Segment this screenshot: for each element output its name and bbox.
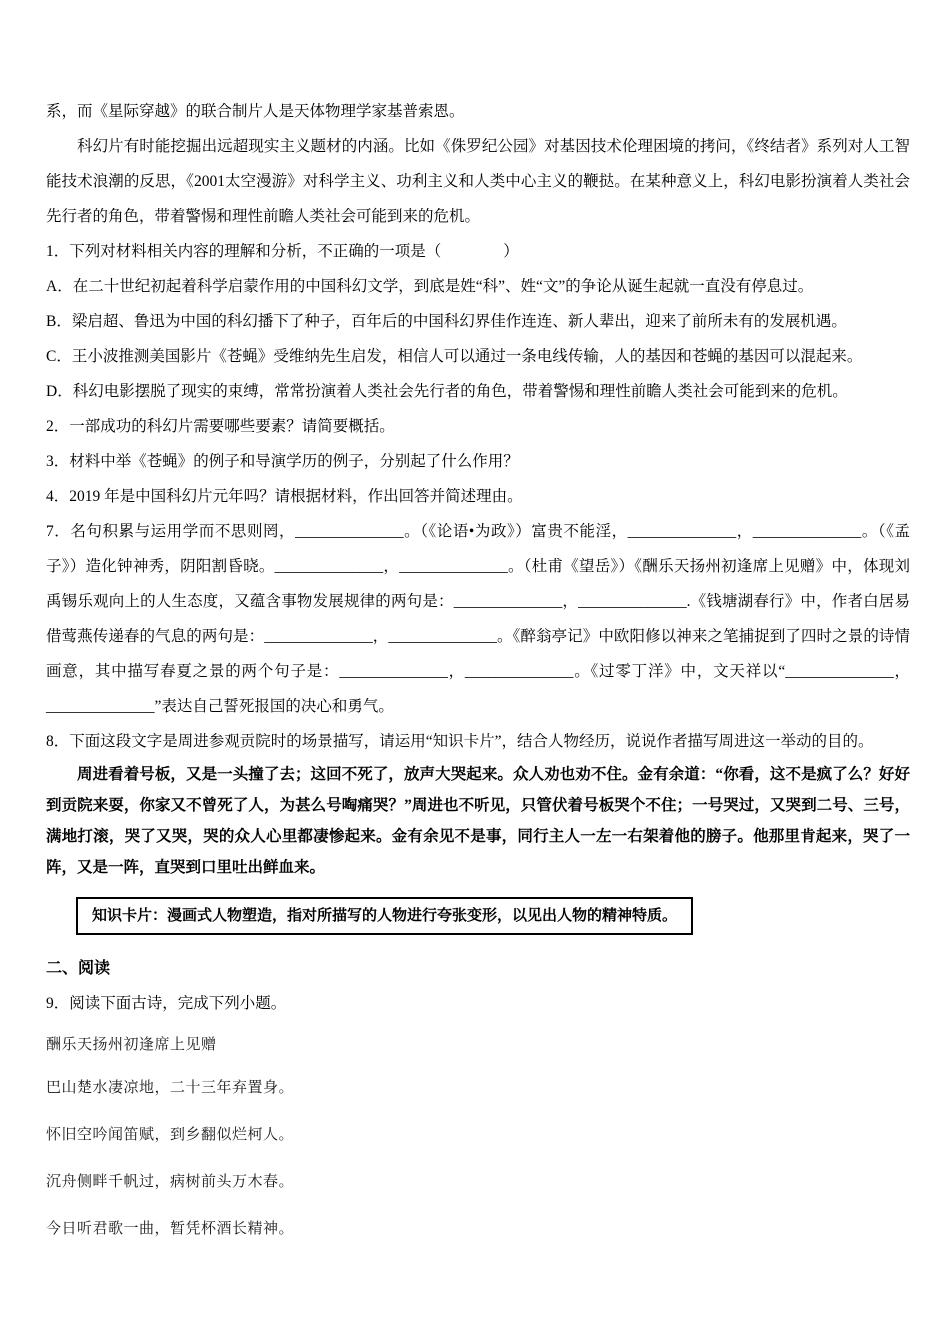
knowledge-card [76,897,693,935]
question-7-fill-in-blanks: 7．名句积累与运用学而不思则罔，______________。（《论语•为政》）富贵不能淫，______________，______________。（《孟子》）造化钟神秀，阴阳割昏晓。______________，______________。（杜甫《望岳》）《酬乐天扬州初逢席上见赠》中，体现刘禹锡乐观向上的人生态度，又蕴含事物发展规律的两句是：______________，______________.《钱塘湖春行》中，作者白居易借莺燕传递春的气息的两句是：______________，______________。《醉翁亭记》中欧阳修以神来之笔捕捉到了四时之景的诗情画意，其中描写春夏之景的两个句子是：______________，______________。《过零丁洋》中，文天祥以“______________，______________”表达自己誓死报国的决心和勇气。 [46,523,910,715]
poem-line-2: 怀旧空吟闻笛赋，到乡翻似烂柯人。 [46,1127,295,1143]
question-4: 4．2019 年是中国科幻片元年吗？请根据材料，作出回答并简述理由。 [46,488,523,505]
question-8-stem: 8．下面这段文字是周进参观贡院时的场景描写，请运用“知识卡片”，结合人物经历，说说作者描写周进这一举动的目的。 [46,733,874,750]
poem-title: 酬乐天扬州初逢席上见赠 [46,1037,217,1053]
poem-line-3: 沉舟侧畔千帆过，病树前头万木春。 [46,1174,295,1190]
knowledge-card-label: 知识卡片： [92,908,168,924]
poem-line-1: 巴山楚水凄凉地，二十三年弃置身。 [46,1080,295,1096]
question-1-stem: 1．下列对材料相关内容的理解和分析，不正确的一项是（ ） [46,243,519,260]
question-1-option-c: C．王小波推测美国影片《苍蝇》受维纳先生启发，相信人可以通过一条电线传输，人的基因和苍蝇的基因可以混起来。 [46,348,863,365]
paragraph-continuation: 系，而《星际穿越》的联合制片人是天体物理学家基普索恩。 [46,103,465,120]
question-2: 2．一部成功的科幻片需要哪些要素？请简要概括。 [46,418,395,435]
question-1-option-d: D．科幻电影摆脱了现实的束缚，常常扮演着人类社会先行者的角色，带着警惕和理性前瞻人类社会可能到来的危机。 [46,383,848,400]
scifi-film-paragraph: 科幻片有时能挖掘出远超现实主义题材的内涵。比如《侏罗纪公园》对基因技术伦理困境的拷问，《终结者》系列对人工智能技术浪潮的反思，《2001太空漫游》对科学主义、功利主义和人类中心主义的鞭挞。在某种意义上，科幻电影扮演着人类社会先行者的角色，带着警惕和理性前瞻人类社会可能到来的危机。 [46,138,910,225]
poem-line-4: 今日听君歌一曲，暂凭杯酒长精神。 [46,1221,295,1237]
question-8-passage: 周进看着号板，又是一头撞了去；这回不死了，放声大哭起来。众人劝也劝不住。金有余道：“你看，这不是疯了么？好好到贡院来耍，你家又不曾死了人，为甚么号啕痛哭？”周进也不听见，只管伏着号板哭个不住；一号哭过，又哭到二号、三号，满地打滚，哭了又哭，哭的众人心里都凄惨起来。金有余见不是事，同行主人一左一右架着他的膀子。他那里肯起来，哭了一阵，又是一阵，直哭到口里吐出鲜血来。 [46,766,910,876]
knowledge-card-text: 漫画式人物塑造，指对所描写的人物进行夸张变形，以见出人物的精神特质。 [167,908,678,924]
poem-block [46,1025,910,1253]
question-9-stem: 9．阅读下面古诗，完成下列小题。 [46,995,287,1012]
question-1-option-b: B．梁启超、鲁迅为中国的科幻播下了种子，百年后的中国科幻界佳作连连、新人辈出，迎来了前所未有的发展机遇。 [46,313,847,330]
section-2-heading: 二、阅读 [46,960,111,977]
question-1-option-a: A．在二十世纪初起着科学启蒙作用的中国科幻文学，到底是姓“科”、姓“文”的争论从诞生起就一直没有停息过。 [46,278,814,295]
question-3: 3．材料中举《苍蝇》的例子和导演学历的例子，分别起了什么作用？ [46,453,519,470]
